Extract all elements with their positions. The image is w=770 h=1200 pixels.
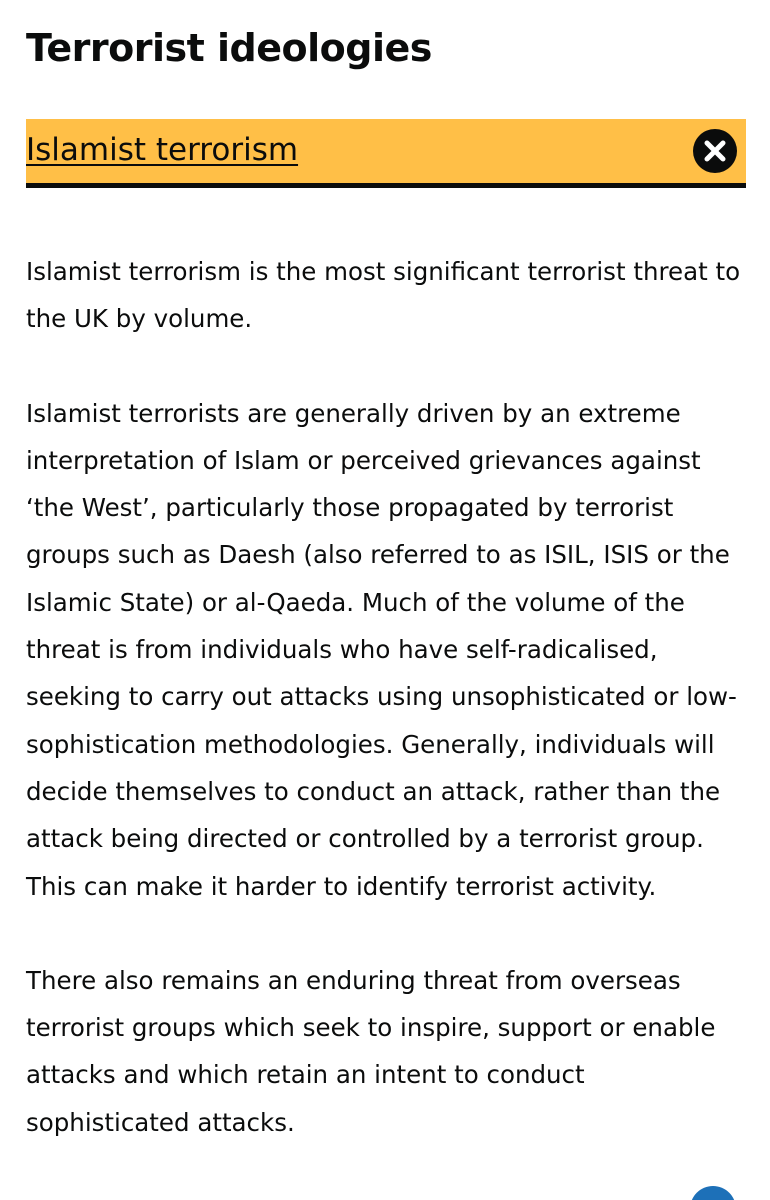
accordion-body bbox=[26, 248, 746, 1193]
accordion-heading-link[interactable]: Islamist terrorism bbox=[26, 132, 299, 168]
page-title: Terrorist ideologies bbox=[26, 26, 432, 70]
close-accordion-button[interactable] bbox=[693, 129, 737, 173]
body-paragraph: There also remains an enduring threat from overseas terrorist groups which seek to inspire, support or enable attacks and which retain an intent to conduct sophisticated attacks. bbox=[26, 965, 716, 1137]
accordion-header[interactable] bbox=[26, 119, 746, 188]
close-icon bbox=[693, 129, 737, 173]
body-paragraph: Islamist terrorism is the most significant terrorist threat to the UK by volume. bbox=[26, 257, 741, 334]
body-paragraph: Islamist terrorists are generally driven by an extreme interpretation of Islam or perceived grievances against ‘the West’, particularly those propagated by terrorist groups such as Daesh (also referred to as ISIL, ISIS or the Islamic State) or al-Qaeda. Much of the volume of the threat is from individuals who have self-radicalised, seeking to carry out attacks using unsophisticated or low-sophistication methodologies. Generally, individuals will decide themselves to conduct an attack, rather than the attack being directed or controlled by a terrorist group. This can make it harder to identify terrorist activity. bbox=[26, 398, 737, 901]
